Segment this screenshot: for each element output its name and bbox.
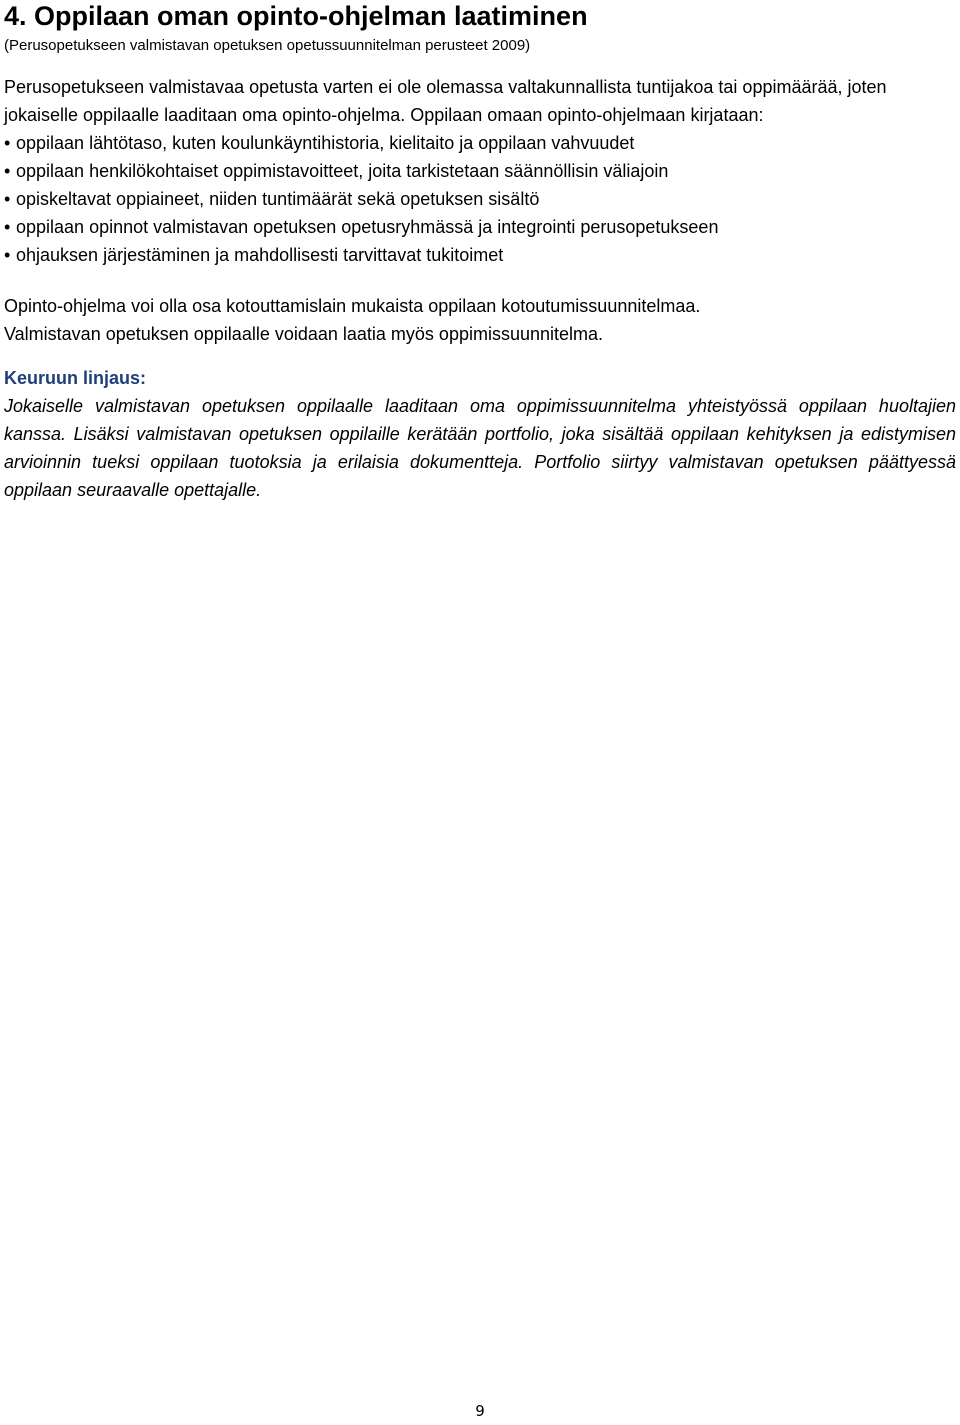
intro-paragraph: Perusopetukseen valmistavaa opetusta varten ei ole olemassa valtakunnallista tuntijakoa tai oppimäärää, joten jokaiselle oppilaalle laaditaan oma opinto-ohjelma. Oppilaan omaan opinto-ohjelmaan kirjataan: (4, 77, 887, 125)
integration-paragraph (4, 292, 956, 348)
list-item-text: ohjauksen järjestäminen ja mahdollisesti tarvittavat tukitoimet (16, 245, 504, 265)
section-heading: 4. Oppilaan oman opinto-ohjelman laatiminen (4, 1, 588, 31)
list-item (4, 157, 956, 185)
list-item (4, 129, 956, 157)
list-item-text: oppilaan lähtötaso, kuten koulunkäyntihistoria, kielitaito ja oppilaan vahvuudet (16, 133, 635, 153)
policy-heading: Keuruun linjaus: (4, 368, 147, 388)
integration-line-2: Valmistavan opetuksen oppilaalle voidaan laatia myös oppimissuunnitelma. (4, 324, 604, 344)
list-item (4, 213, 956, 241)
section-source-note: (Perusopetukseen valmistavan opetuksen opetussuunnitelman perusteet 2009) (4, 37, 531, 54)
integration-line-1: Opinto-ohjelma voi olla osa kotouttamislain mukaista oppilaan kotoutumissuunnitelmaa. (4, 296, 701, 316)
bullet-icon: • (4, 133, 11, 153)
bullet-icon: • (4, 161, 11, 181)
contents-list (4, 129, 956, 269)
list-item (4, 241, 956, 269)
page-number: 9 (475, 1402, 485, 1420)
list-item (4, 185, 956, 213)
bullet-icon: • (4, 189, 11, 209)
list-item-text: oppilaan henkilökohtaiset oppimistavoitteet, joita tarkistetaan säännöllisin väliajoin (16, 161, 669, 181)
policy-text: Jokaiselle valmistavan opetuksen oppilaalle laaditaan oma oppimissuunnitelma yhteistyössä oppilaan huoltajien kanssa. Lisäksi valmistavan opetuksen oppilaille kerätään portfolio, joka sisältää oppilaan kehityksen ja edistymisen arvioinnin tueksi oppilaan tuotoksia ja erilaisia dokumentteja. Portfolio siirtyy valmistavan opetuksen päättyessä oppilaan seuraavalle opettajalle. (4, 396, 956, 500)
list-item-text: opiskeltavat oppiaineet, niiden tuntimäärät sekä opetuksen sisältö (16, 189, 540, 209)
list-item-text: oppilaan opinnot valmistavan opetuksen opetusryhmässä ja integrointi perusopetukseen (16, 217, 719, 237)
bullet-icon: • (4, 217, 11, 237)
bullet-icon: • (4, 245, 11, 265)
document-page (4, 0, 956, 504)
